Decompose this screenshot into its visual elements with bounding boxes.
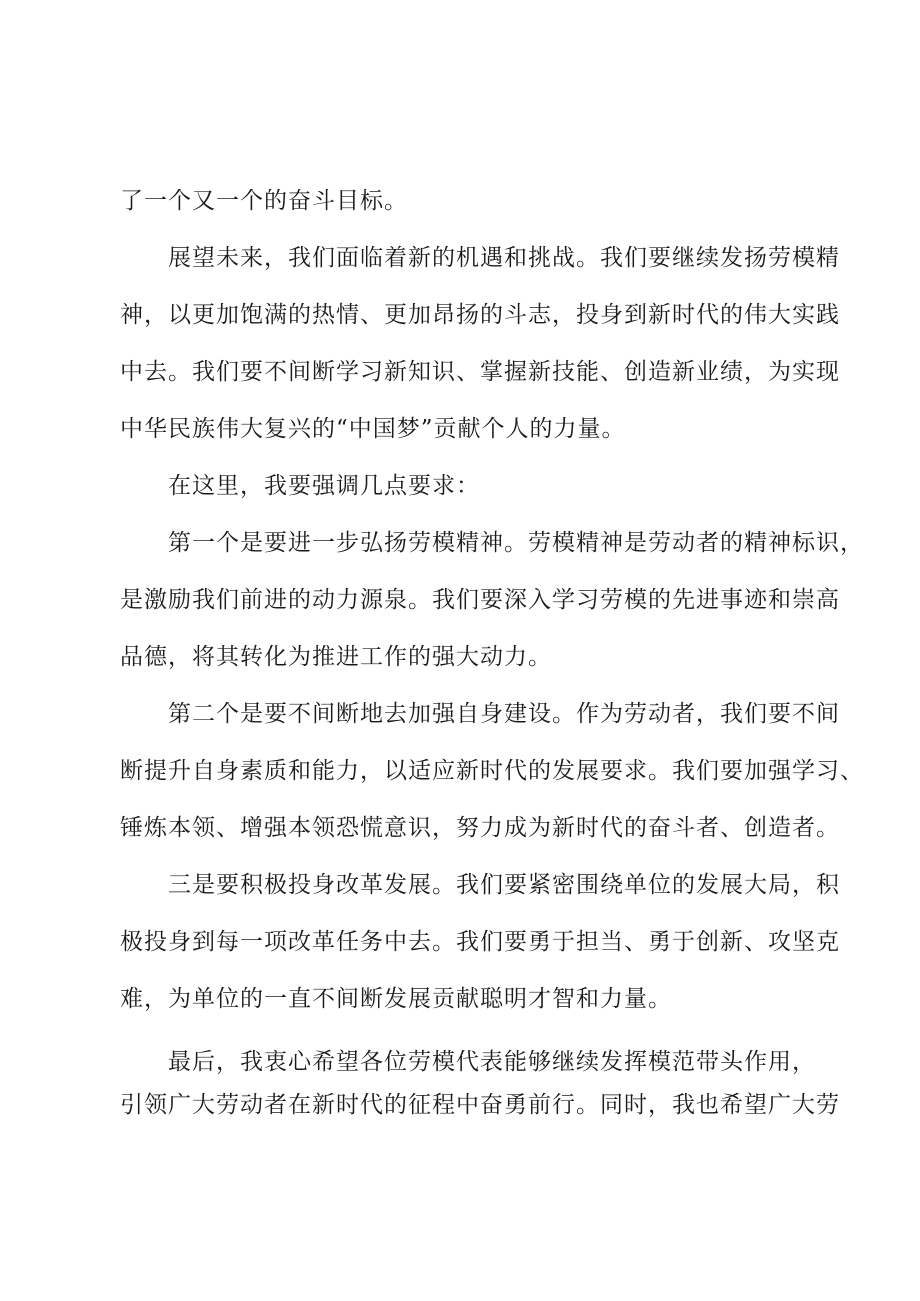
text-line-10: 第二个是要不间断地去加强自身建设。作为劳动者，我们要不间 [168,701,840,727]
text-line-7: 第一个是要进一步弘扬劳模精神。劳模精神是劳动者的精神标识， [168,530,864,556]
text-line-17: 引领广大劳动者在新时代的征程中奋勇前行。同时，我也希望广大劳 [120,1092,840,1118]
text-line-13: 三是要积极投身改革发展。我们要紧密围绕单位的发展大局，积 [168,872,840,898]
text-line-3: 神，以更加饱满的热情、更加昂扬的斗志，投身到新时代的伟大实践 [120,302,840,328]
text-line-9: 品德，将其转化为推进工作的强大动力。 [120,644,552,670]
text-line-4: 中去。我们要不间断学习新知识、掌握新技能、创造新业绩，为实现 [120,359,840,385]
text-line-6: 在这里，我要强调几点要求： [168,473,480,499]
text-line-8: 是激励我们前进的动力源泉。我们要深入学习劳模的先进事迹和崇高 [120,587,840,613]
text-line-12: 锤炼本领、增强本领恐慌意识，努力成为新时代的奋斗者、创造者。 [120,815,840,841]
text-line-11: 断提升自身素质和能力，以适应新时代的发展要求。我们要加强学习、 [120,758,864,784]
text-line-14: 极投身到每一项改革任务中去。我们要勇于担当、勇于创新、攻坚克 [120,929,840,955]
text-line-2: 展望未来，我们面临着新的机遇和挑战。我们要继续发扬劳模精 [168,245,840,271]
text-line-16: 最后，我衷心希望各位劳模代表能够继续发挥模范带头作用， [168,1049,816,1075]
text-line-5: 中华民族伟大复兴的“中国梦”贡献个人的力量。 [120,416,626,442]
text-line-15: 难，为单位的一直不间断发展贡献聪明才智和力量。 [120,986,672,1012]
text-line-1: 了一个又一个的奋斗目标。 [120,188,408,214]
